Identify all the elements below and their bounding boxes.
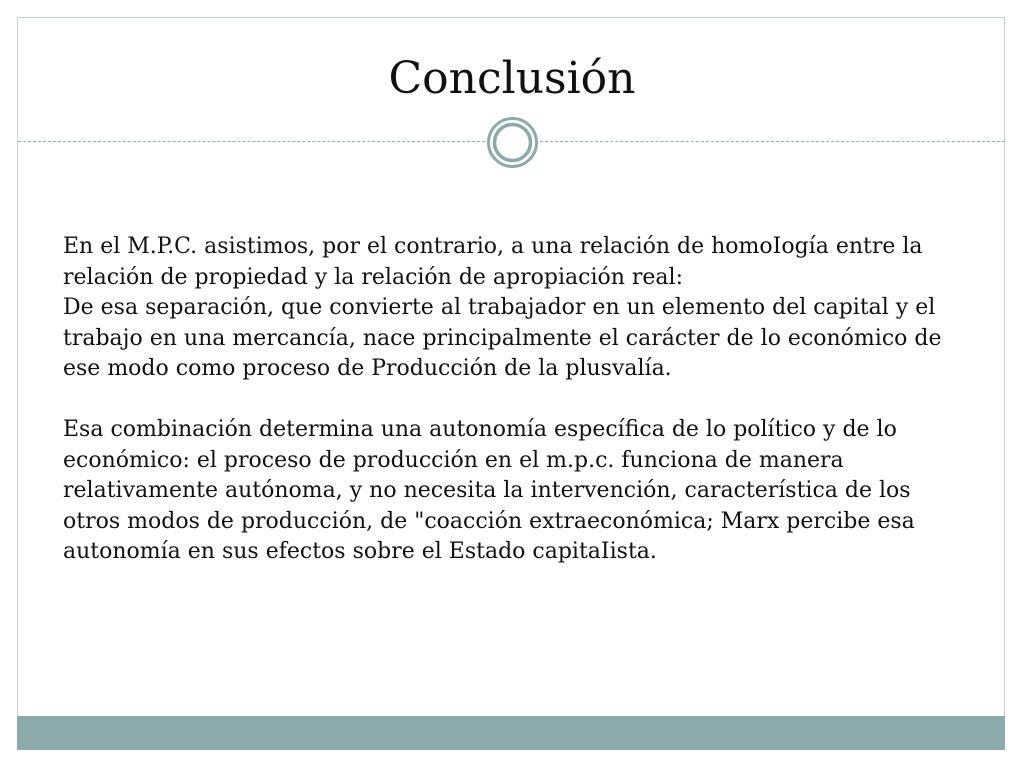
paragraph-spacer (63, 385, 963, 416)
title-divider-right (540, 141, 1005, 142)
footer-bar (17, 716, 1005, 750)
body-paragraph-1: En el M.P.C. asistimos, por el contrario, a una relación de homoIogía entre la relación de propiedad y la relación de apropiación real: (63, 234, 923, 290)
body-paragraph-2: De esa separación, que convierte al trabajador en un elemento del capital y el trabajo en una mercancía, nace principalmente el carácter de lo económico de ese modo como proceso de Producción de la plusvalía. (63, 295, 942, 381)
slide-title: Conclusión (388, 53, 636, 104)
body-paragraph-3: Esa combinación determina una autonomía específica de lo político y de lo económico: el proceso de producción en el m.p.c. funciona de manera relativamente autónoma, y no necesita la intervención, característica de los otros modos de producción, de "coacción extraeconómica; Marx percibe esa autonomía en sus efectos sobre el Estado capitaIista. (63, 417, 915, 564)
ring-ornament-icon (485, 115, 540, 170)
slide-body (63, 232, 963, 568)
title-divider-left (18, 141, 485, 142)
